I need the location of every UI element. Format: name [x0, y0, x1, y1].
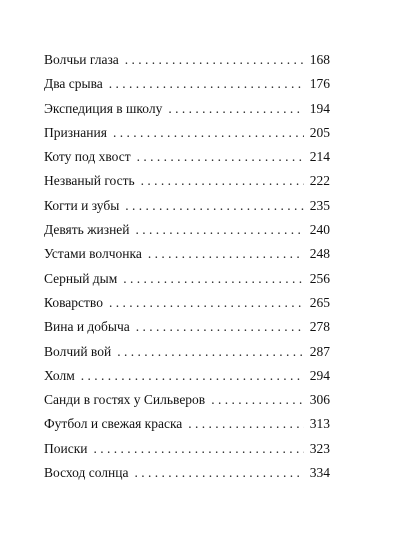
toc-entry — [44, 461, 330, 485]
toc-dot-leader — [123, 267, 304, 291]
toc-entry-page: 214 — [309, 149, 330, 165]
toc-entry-page: 176 — [309, 76, 330, 92]
toc-entry — [44, 72, 330, 96]
toc-dot-leader — [81, 364, 304, 388]
toc-entry — [44, 218, 330, 242]
toc-entry-title: Девять жизней — [44, 222, 130, 238]
toc-entry — [44, 242, 330, 266]
toc-entry — [44, 169, 330, 193]
toc-entry — [44, 340, 330, 364]
toc-dot-leader — [211, 388, 304, 412]
toc-dot-leader — [188, 412, 304, 436]
toc-dot-leader — [113, 121, 304, 145]
toc-entry-page: 205 — [309, 124, 330, 140]
toc-entry — [44, 121, 330, 145]
toc-entry — [44, 291, 330, 315]
toc-entry-title: Поиски — [44, 440, 88, 456]
toc-entry-title: Серный дым — [44, 270, 118, 286]
toc-entry — [44, 364, 330, 388]
toc-entry — [44, 315, 330, 339]
toc-dot-leader — [94, 437, 305, 461]
toc-entry-title: Экспедиция в школу — [44, 100, 163, 116]
toc-entry-page: 240 — [309, 222, 330, 238]
toc-entry-title: Два срыва — [44, 76, 103, 92]
toc-entry-page: 306 — [309, 392, 330, 408]
toc-dot-leader — [109, 72, 304, 96]
toc-entry-title: Волчий вой — [44, 343, 112, 359]
toc-entry-title: Коварство — [44, 294, 103, 310]
toc-dot-leader — [141, 169, 304, 193]
toc-entry-page: 168 — [309, 52, 330, 67]
toc-dot-leader — [125, 48, 304, 72]
toc-entry-page: 278 — [309, 319, 330, 335]
toc-entry — [44, 388, 330, 412]
toc-entry-page: 334 — [309, 465, 330, 481]
toc-dot-leader — [135, 461, 305, 485]
toc-entry — [44, 267, 330, 291]
toc-entry-page: 194 — [309, 100, 330, 116]
toc-entry-title: Устами волчонка — [44, 246, 142, 262]
toc-entry-page: 287 — [309, 343, 330, 359]
toc-entry — [44, 97, 330, 121]
toc-dot-leader — [117, 340, 304, 364]
toc-dot-leader — [109, 291, 304, 315]
toc-dot-leader — [136, 218, 304, 242]
toc-entry — [44, 48, 330, 72]
toc-entry — [44, 145, 330, 169]
toc-entry-title: Признания — [44, 124, 107, 140]
toc-entry-title: Футбол и свежая краска — [44, 416, 183, 432]
toc-entry — [44, 194, 330, 218]
toc-entry-page: 294 — [309, 367, 330, 383]
toc-entry-page: 235 — [309, 197, 330, 213]
table-of-contents — [44, 48, 330, 485]
toc-entry-title: Волчьи глаза — [44, 52, 119, 67]
toc-entry-title: Восход солнца — [44, 465, 129, 481]
toc-entry-page: 323 — [309, 440, 330, 456]
toc-dot-leader — [168, 97, 304, 121]
toc-entry-page: 265 — [309, 294, 330, 310]
toc-dot-leader — [148, 242, 304, 266]
toc-entry-title: Незваный гость — [44, 173, 135, 189]
toc-entry — [44, 437, 330, 461]
toc-entry-page: 256 — [309, 270, 330, 286]
toc-dot-leader — [125, 194, 304, 218]
toc-entry-title: Санди в гостях у Сильверов — [44, 392, 206, 408]
toc-entry-page: 222 — [309, 173, 330, 189]
toc-entry-title: Коту под хвост — [44, 149, 131, 165]
toc-dot-leader — [136, 315, 304, 339]
toc-entry-title: Когти и зубы — [44, 197, 120, 213]
toc-entry-page: 248 — [309, 246, 330, 262]
toc-entry — [44, 412, 330, 436]
toc-dot-leader — [137, 145, 304, 169]
toc-entry-title: Холм — [44, 367, 75, 383]
toc-entry-title: Вина и добыча — [44, 319, 130, 335]
toc-entry-page: 313 — [309, 416, 330, 432]
